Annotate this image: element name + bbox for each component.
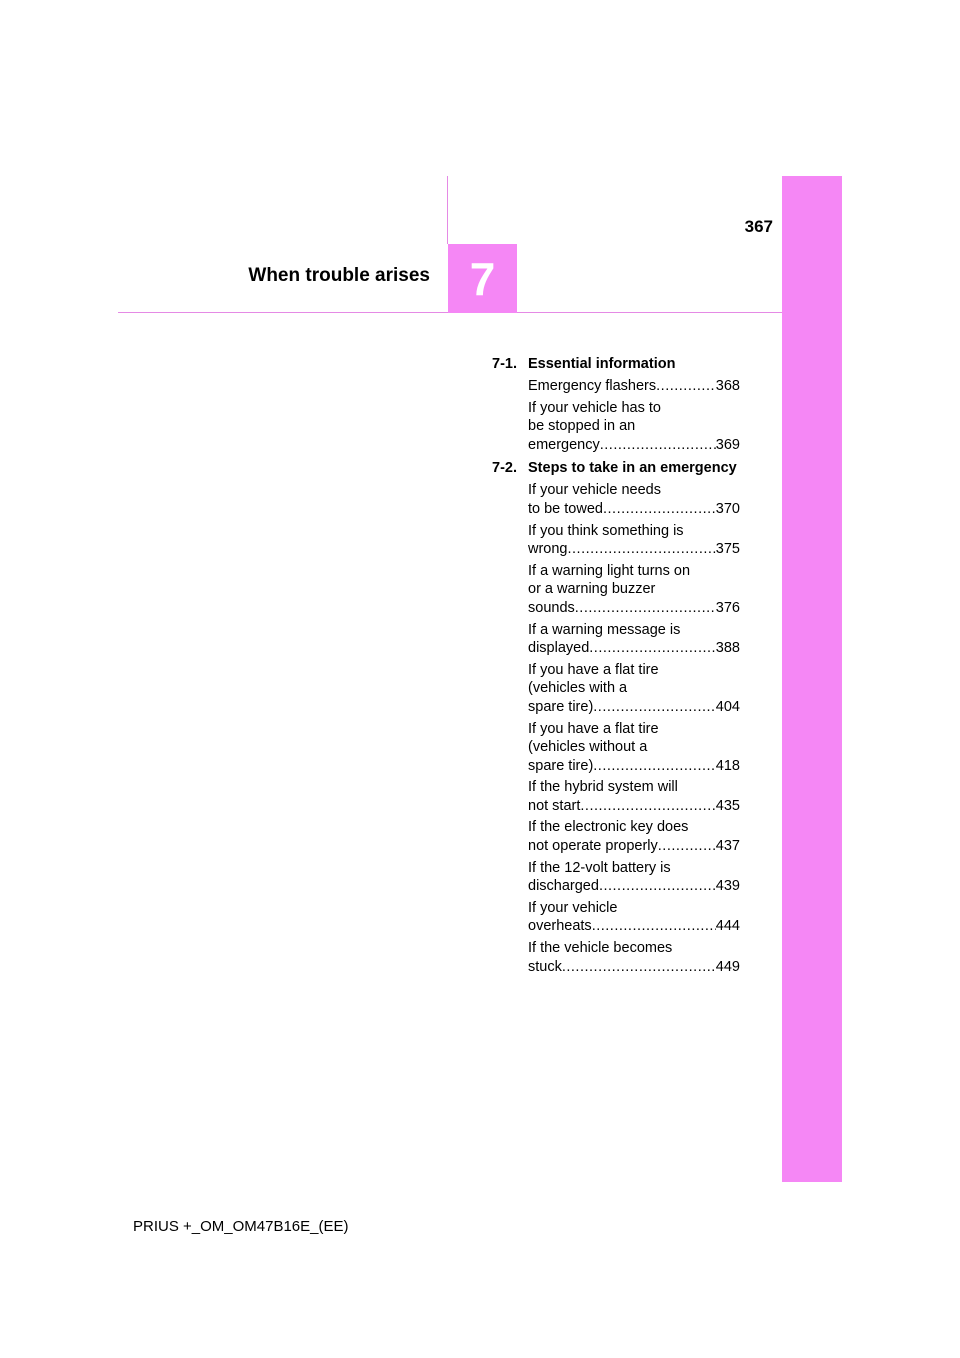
toc-entry[interactable] xyxy=(528,899,740,936)
table-of-contents xyxy=(492,355,740,979)
toc-entry-last-line: not operate properly xyxy=(528,838,658,855)
chapter-number-box xyxy=(448,244,517,313)
toc-section-heading xyxy=(492,355,740,374)
toc-leader-dots xyxy=(603,500,716,519)
toc-section-title: Essential information xyxy=(528,356,676,372)
toc-entry-page-line xyxy=(528,639,740,658)
toc-entry-page-number: 369 xyxy=(715,436,740,453)
toc-entry-page-number: 439 xyxy=(715,878,740,895)
toc-entry-page-number: 375 xyxy=(715,541,740,558)
toc-entry-page-line xyxy=(528,757,740,776)
toc-leader-dots xyxy=(562,958,716,977)
toc-entry-last-line: sounds xyxy=(528,599,575,616)
toc-entry[interactable] xyxy=(528,377,740,396)
toc-entry-page-number: 449 xyxy=(715,958,740,975)
toc-entry-text-line: If your vehicle has to xyxy=(528,399,661,416)
toc-entry-page-line xyxy=(528,917,740,936)
chapter-number: 7 xyxy=(469,252,496,305)
toc-entry[interactable] xyxy=(528,562,740,618)
toc-entry-page-line xyxy=(528,797,740,816)
toc-leader-dots xyxy=(656,377,716,396)
toc-entry-last-line: stuck xyxy=(528,958,562,975)
toc-entry-page-line xyxy=(528,599,740,618)
toc-section-number: 7-2. xyxy=(492,460,517,477)
toc-entry[interactable] xyxy=(528,399,740,455)
toc-leader-dots xyxy=(599,877,716,896)
toc-leader-dots xyxy=(575,599,716,618)
toc-leader-dots xyxy=(592,917,716,936)
toc-entry-last-line: discharged xyxy=(528,878,599,895)
toc-entry-page-number: 444 xyxy=(715,918,740,935)
toc-entry-text-line: If your vehicle xyxy=(528,899,618,916)
toc-entry-last-line: spare tire) xyxy=(528,757,594,774)
toc-entry-last-line: emergency xyxy=(528,436,600,453)
toc-entry[interactable] xyxy=(528,859,740,896)
toc-leader-dots xyxy=(580,797,715,816)
toc-section-number: 7-1. xyxy=(492,356,517,372)
toc-entry[interactable] xyxy=(528,939,740,976)
toc-entry-page-number: 404 xyxy=(715,698,740,715)
toc-leader-dots xyxy=(593,757,716,776)
chapter-side-tab xyxy=(782,176,842,1182)
toc-entry-text-line: If the vehicle becomes xyxy=(528,940,673,957)
toc-entry-page-line xyxy=(528,377,740,396)
toc-entry-last-line: to be towed xyxy=(528,500,603,517)
toc-entry-last-line: Emergency flashers xyxy=(528,378,657,394)
header-vertical-rule xyxy=(447,176,448,244)
toc-entry-page-number: 376 xyxy=(715,599,740,616)
toc-leader-dots xyxy=(589,639,716,658)
toc-entry-page-line xyxy=(528,500,740,519)
toc-entry-page-number: 418 xyxy=(715,757,740,774)
toc-entry-page-line xyxy=(528,877,740,896)
toc-entry[interactable] xyxy=(528,818,740,855)
toc-leader-dots xyxy=(600,436,716,455)
toc-entry[interactable] xyxy=(528,621,740,658)
toc-entry-page-line xyxy=(528,436,740,455)
toc-entry-text-line: or a warning buzzer xyxy=(528,581,656,598)
toc-entry-text-line: If you think something is xyxy=(528,522,684,539)
toc-entry-page-line xyxy=(528,698,740,717)
toc-entry-text-line: If the 12-volt battery is xyxy=(528,859,671,876)
toc-entry-page-number: 437 xyxy=(715,838,740,855)
toc-entry-last-line: overheats xyxy=(528,918,592,935)
toc-entry-text-line: If you have a flat tire xyxy=(528,661,659,678)
toc-entry-text-line: If the hybrid system will xyxy=(528,779,678,796)
page-number: 367 xyxy=(744,217,773,236)
toc-entry-text-line: be stopped in an xyxy=(528,418,636,435)
toc-section-title: Steps to take in an emergency xyxy=(528,460,737,477)
toc-entry-page-line xyxy=(528,540,740,559)
toc-leader-dots xyxy=(568,540,716,559)
toc-entry-text-line: If you have a flat tire xyxy=(528,720,659,737)
toc-entry-page-line xyxy=(528,837,740,856)
toc-entry-text-line: (vehicles without a xyxy=(528,739,648,756)
toc-entry-last-line: spare tire) xyxy=(528,698,594,715)
toc-entry-text-line: If a warning light turns on xyxy=(528,562,691,579)
toc-entry-text-line: If your vehicle needs xyxy=(528,482,661,499)
toc-entry-last-line: displayed xyxy=(528,640,590,657)
toc-leader-dots xyxy=(658,837,716,856)
toc-entry-text-line: If a warning message is xyxy=(528,621,681,638)
toc-entry[interactable] xyxy=(528,481,740,518)
toc-leader-dots xyxy=(593,698,716,717)
toc-entry-last-line: wrong xyxy=(528,541,568,558)
toc-entry-last-line: not start xyxy=(528,797,581,814)
toc-entry-page-number: 435 xyxy=(715,797,740,814)
toc-entry-page-number: 370 xyxy=(715,500,740,517)
document-code: PRIUS +_OM_OM47B16E_(EE) xyxy=(133,1218,349,1235)
toc-entry-page-number: 388 xyxy=(715,640,740,657)
toc-entry[interactable] xyxy=(528,522,740,559)
toc-entry[interactable] xyxy=(528,720,740,776)
chapter-title: When trouble arises xyxy=(248,265,430,286)
toc-entry-text-line: If the electronic key does xyxy=(528,819,689,836)
toc-entry-page-line xyxy=(528,958,740,977)
toc-section-heading xyxy=(492,459,740,478)
toc-entry[interactable] xyxy=(528,661,740,717)
toc-entry-text-line: (vehicles with a xyxy=(528,680,628,697)
toc-entry[interactable] xyxy=(528,778,740,815)
toc-entry-page-number: 368 xyxy=(715,378,740,394)
